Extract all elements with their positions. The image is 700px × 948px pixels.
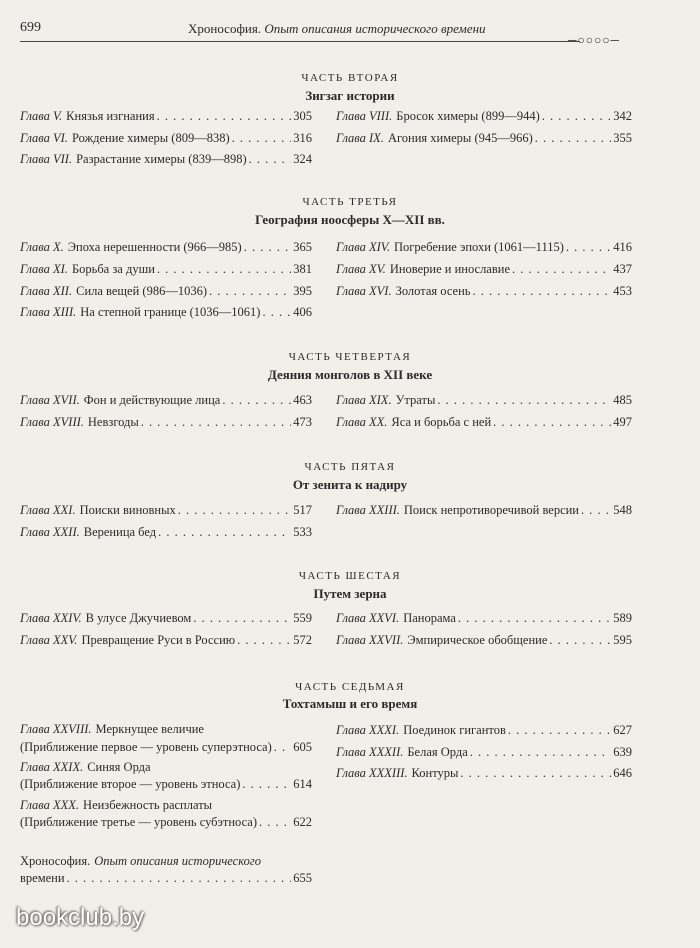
part-label: ЧАСТЬ СЕДЬМАЯ	[295, 681, 405, 693]
toc-entry[interactable]	[336, 284, 632, 299]
chapter-number: Глава VII.	[20, 152, 73, 166]
leader-dots	[437, 393, 611, 408]
chapter-title: Поиск непротиворечивой версии	[403, 503, 579, 517]
chapter-title: Панорама	[403, 611, 456, 625]
page-ref: 437	[613, 262, 632, 276]
chapter-title: Князья изгнания	[66, 109, 155, 123]
chapter-title: Золотая осень	[395, 284, 471, 298]
toc-entry[interactable]	[20, 525, 312, 540]
leader-dots	[249, 152, 292, 167]
chapter-subtitle: (Приближение первое — уровень суперэтноса)	[20, 740, 272, 754]
chapter-title: Контуры	[411, 766, 459, 780]
chapter-title: Поединок гигантов	[403, 723, 506, 737]
chapter-title: Борьба за души	[71, 262, 155, 276]
toc-entry[interactable]	[20, 740, 312, 755]
toc-entry[interactable]	[336, 766, 632, 781]
leader-dots	[178, 503, 291, 518]
page-ref: 453	[613, 284, 632, 298]
page-ref: 655	[293, 871, 312, 885]
part-label: ЧАСТЬ ПЯТАЯ	[304, 461, 396, 473]
chapter-number: Глава XII.	[20, 284, 73, 298]
chapter-title: На степной границе (1036—1061)	[80, 305, 261, 319]
toc-entry[interactable]	[20, 633, 312, 648]
toc-entry[interactable]	[336, 723, 632, 738]
toc-entry[interactable]	[20, 262, 312, 277]
header-rule	[20, 41, 580, 42]
chapter-number: Глава XX.	[336, 415, 388, 429]
leader-dots	[473, 284, 612, 299]
toc-entry[interactable]	[20, 393, 312, 408]
chapter-title: Вереница бед	[83, 525, 157, 539]
chapter-number: Глава XXXIII.	[336, 766, 408, 780]
toc-entry-title[interactable]	[20, 722, 312, 737]
page-ref: 473	[293, 415, 312, 429]
leader-dots	[542, 109, 612, 124]
leader-dots	[470, 745, 611, 760]
book-title: Хронософия.	[188, 21, 262, 36]
page-ref: 548	[613, 503, 632, 517]
leader-dots	[157, 262, 291, 277]
leader-dots	[508, 723, 611, 738]
toc-entry[interactable]	[336, 109, 632, 124]
toc-entry[interactable]	[336, 393, 632, 408]
page-ref: 517	[293, 503, 312, 517]
toc-entry[interactable]	[336, 503, 632, 518]
leader-dots	[460, 766, 611, 781]
final-subtitle: Опыт описания исторического	[94, 854, 261, 868]
chapter-number: Глава XIII.	[20, 305, 77, 319]
chapter-number: Глава XXIII.	[336, 503, 400, 517]
toc-entry[interactable]	[20, 109, 312, 124]
toc-entry[interactable]	[20, 503, 312, 518]
toc-entry-title[interactable]	[20, 854, 312, 869]
ornament-icon: ─○○○○─	[568, 33, 620, 47]
chapter-title: Превращение Руси в Россию	[81, 633, 236, 647]
chapter-title: Рождение химеры (809—838)	[71, 131, 230, 145]
part-label: ЧАСТЬ ТРЕТЬЯ	[302, 196, 398, 208]
chapter-number: Глава XXXI.	[336, 723, 400, 737]
book-subtitle: Опыт описания исторического времени	[264, 21, 486, 36]
chapter-title: Сила вещей (986—1036)	[76, 284, 207, 298]
part-title: Путем зерна	[313, 586, 387, 601]
chapter-number: Глава XVII.	[20, 393, 80, 407]
page-ref: 639	[613, 745, 632, 759]
leader-dots	[222, 393, 291, 408]
page-ref: 381	[293, 262, 312, 276]
part-label: ЧАСТЬ ЧЕТВЕРТАЯ	[288, 351, 412, 363]
leader-dots	[535, 131, 611, 146]
final-title: Хронософия.	[20, 854, 91, 868]
toc-entry[interactable]	[336, 415, 632, 430]
toc-entry[interactable]	[20, 305, 312, 320]
page-number: 699	[20, 20, 41, 35]
leader-dots	[193, 611, 291, 626]
page-ref: 497	[613, 415, 632, 429]
part-title: Деяния монголов в XII веке	[267, 367, 433, 382]
leader-dots	[274, 740, 292, 755]
page-ref: 572	[293, 633, 312, 647]
leader-dots	[237, 633, 291, 648]
chapter-number: Глава XVI.	[336, 284, 392, 298]
running-header	[20, 20, 630, 46]
page-ref: 589	[613, 611, 632, 625]
chapter-title: Синяя Орда	[87, 760, 151, 774]
chapter-title: Утраты	[395, 393, 436, 407]
page-ref: 355	[613, 131, 632, 145]
leader-dots	[232, 131, 292, 146]
chapter-number: Глава XIV.	[336, 240, 390, 254]
chapter-title: Агония химеры (945—966)	[387, 131, 533, 145]
chapter-title: Фон и действующие лица	[83, 393, 221, 407]
leader-dots	[141, 415, 291, 430]
watermark: bookclub.by	[16, 904, 145, 931]
leader-dots	[244, 240, 292, 255]
chapter-number: Глава XI.	[20, 262, 68, 276]
toc-entry-title[interactable]	[20, 760, 312, 775]
leader-dots	[458, 611, 611, 626]
chapter-number: Глава XXVIII.	[20, 722, 92, 736]
part-title: Зигзаг истории	[305, 88, 395, 103]
chapter-number: Глава XXII.	[20, 525, 80, 539]
page-ref: 365	[293, 240, 312, 254]
toc-entry[interactable]	[20, 611, 312, 626]
chapter-title: Эмпирическое обобщение	[407, 633, 548, 647]
chapter-title: Разрастание химеры (839—898)	[76, 152, 247, 166]
part-title: Тохтамыш и его время	[282, 696, 418, 711]
leader-dots	[259, 815, 291, 830]
chapter-title: Иноверие и инославие	[389, 262, 510, 276]
page-ref: 342	[613, 109, 632, 123]
toc-entry-title[interactable]	[20, 798, 312, 813]
chapter-number: Глава X.	[20, 240, 64, 254]
toc-entry[interactable]	[20, 871, 312, 886]
leader-dots	[512, 262, 611, 277]
chapter-number: Глава XXXII.	[336, 745, 404, 759]
chapter-title: Поиски виновных	[79, 503, 176, 517]
leader-dots	[209, 284, 291, 299]
part-label: ЧАСТЬ ВТОРАЯ	[301, 72, 399, 84]
chapter-number: Глава XXIV.	[20, 611, 82, 625]
leader-dots	[158, 525, 291, 540]
chapter-number: Глава XXX.	[20, 798, 80, 812]
chapter-number: Глава IX.	[336, 131, 384, 145]
chapter-number: Глава VI.	[20, 131, 68, 145]
chapter-number: Глава VIII.	[336, 109, 393, 123]
leader-dots	[67, 871, 292, 886]
leader-dots	[262, 305, 291, 320]
chapter-number: Глава XXVI.	[336, 611, 400, 625]
toc-entry[interactable]	[336, 131, 632, 146]
part-title: От зенита к надиру	[292, 477, 408, 492]
toc-entry[interactable]	[336, 240, 632, 255]
chapter-title: В улусе Джучиевом	[85, 611, 192, 625]
page-ref: 614	[293, 777, 312, 791]
chapter-number: Глава XV.	[336, 262, 386, 276]
page-ref: 595	[613, 633, 632, 647]
chapter-number: Глава XIX.	[336, 393, 392, 407]
toc-entry[interactable]	[336, 611, 632, 626]
page-ref: 416	[613, 240, 632, 254]
chapter-title: Белая Орда	[407, 745, 468, 759]
page-ref: 605	[293, 740, 312, 754]
chapter-number: Глава XXI.	[20, 503, 76, 517]
running-title	[188, 21, 486, 37]
chapter-title: Неизбежность расплаты	[83, 798, 213, 812]
toc-entry[interactable]	[336, 633, 632, 648]
chapter-number: Глава XXIX.	[20, 760, 84, 774]
toc-entry[interactable]	[20, 240, 312, 255]
toc-entry[interactable]	[20, 284, 312, 299]
toc-entry[interactable]	[20, 131, 312, 146]
chapter-subtitle: (Приближение второе — уровень этноса)	[20, 777, 241, 791]
chapter-title: Эпоха нерешенности (966—985)	[67, 240, 242, 254]
page-ref: 316	[293, 131, 312, 145]
leader-dots	[581, 503, 611, 518]
chapter-number: Глава XVIII.	[20, 415, 84, 429]
leader-dots	[566, 240, 611, 255]
toc-entry[interactable]	[20, 415, 312, 430]
page-ref: 463	[293, 393, 312, 407]
chapter-title: Меркнущее величие	[95, 722, 204, 736]
final-title-cont: времени	[20, 871, 65, 885]
chapter-number: Глава XXV.	[20, 633, 78, 647]
toc-entry[interactable]	[336, 262, 632, 277]
chapter-title: Невзгоды	[87, 415, 139, 429]
chapter-number: Глава XXVII.	[336, 633, 404, 647]
page-ref: 395	[293, 284, 312, 298]
part-label: ЧАСТЬ ШЕСТАЯ	[298, 570, 402, 582]
page-ref: 305	[293, 109, 312, 123]
page-ref: 324	[293, 152, 312, 166]
leader-dots	[549, 633, 611, 648]
page-ref: 646	[613, 766, 632, 780]
part-title: География ноосферы X—XII вв.	[255, 212, 445, 227]
chapter-title: Погребение эпохи (1061—1115)	[393, 240, 564, 254]
chapter-title: Яса и борьба с ней	[391, 415, 492, 429]
leader-dots	[157, 109, 292, 124]
chapter-subtitle: (Приближение третье — уровень субэтноса)	[20, 815, 258, 829]
page-ref: 406	[293, 305, 312, 319]
page-ref: 485	[613, 393, 632, 407]
chapter-title: Бросок химеры (899—944)	[396, 109, 540, 123]
page-ref: 559	[293, 611, 312, 625]
toc-entry[interactable]	[20, 815, 312, 830]
toc-entry[interactable]	[336, 745, 632, 760]
page-ref: 622	[293, 815, 312, 829]
chapter-number: Глава V.	[20, 109, 63, 123]
page-ref: 533	[293, 525, 312, 539]
leader-dots	[493, 415, 611, 430]
page-ref: 627	[613, 723, 632, 737]
toc-entry[interactable]	[20, 152, 312, 167]
toc-entry[interactable]	[20, 777, 312, 792]
leader-dots	[242, 777, 291, 792]
